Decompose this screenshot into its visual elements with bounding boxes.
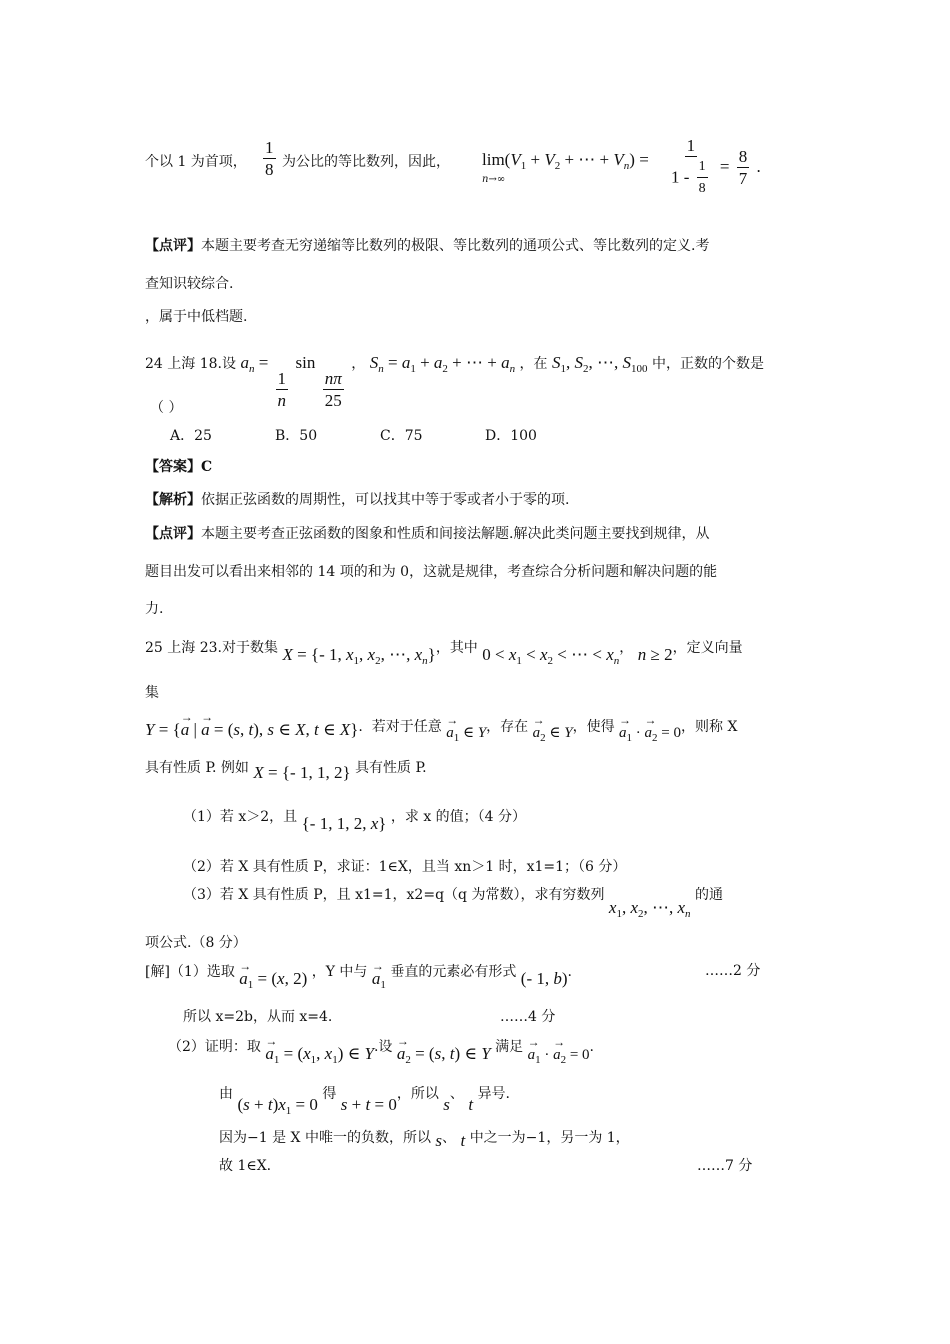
q25-part1: （1）若 x＞2，且 {- 1, 1, 2, x} ，求 x 的值；（4 分） (183, 809, 527, 833)
q25-part3: （3）若 X 具有性质 P，且 x1=1，x2=q（q 为常数），求有穷数列 $x_1$, $x_2$, ⋯, $x_n$ 的通 (183, 887, 723, 920)
choice-c: C．75 (380, 428, 423, 444)
q25-stem-line3: Y = {→ a | → a = (s, t), s ∈ X, t ∈ X}. 若对于任意 → $a_1$ ∈ Y，存在 → $a_2$ ∈ Y，使得 → $a_1$ · → $a_2 = 0$，则称 X (145, 716, 737, 737)
q24-stem: 24 上海 18.设 $a_n$ = $\frac{1}{n}$ sin $\frac{n\pi}{25}$ ， $S_n = a_1 + a_2$ + ⋯ + $a_n$ ，在 $S_1$, $S_2$, ⋯, $S_{100}$ 中，正数的个数是 (145, 353, 764, 410)
q25-stem-line4: 具有性质 P. 例如 X = {- 1, 1, 2} 具有性质 P. (145, 760, 427, 782)
q24-number: 24 上海 18. (145, 356, 222, 372)
q25-part3-tail: 项公式.（8 分） (145, 935, 247, 951)
q24-review-line2: 题目出发可以看出来相邻的 14 项的和为 0，这就是规律，考查综合分析问题和解决问题的能 (145, 564, 718, 580)
choice-b: B．50 (275, 428, 318, 444)
intro-text-1: 个以 1 为首项， (145, 154, 247, 170)
limit-subscript: n→∞ (482, 174, 506, 185)
review1-line2: 查知识较综合. (145, 276, 234, 292)
choice-a: A．25 (170, 428, 212, 444)
q25-ji: 集 (145, 685, 159, 701)
score-4: ……4 分 (500, 1009, 556, 1025)
limit-formula: $\lim(V_1 + V_2$ + ⋯ + $V_n$) = (482, 150, 649, 172)
q25-stem-line1: 25 上海 23.对于数集 X = {- 1, $x_1$, $x_2$, ⋯, $x_n$}，其中 $0 < x_1 < x_2$ < ⋯ < $x_n$， n ≥ 2，定义向量 (145, 640, 743, 667)
solution-step2-line4: 故 1∈X. (219, 1158, 272, 1174)
review1-line3: ，属于中低档题. (145, 309, 248, 325)
intro-text-2: 为公比的等比数列，因此， (282, 154, 450, 170)
q24-review-line3: 力. (145, 601, 164, 617)
score-7: ……7 分 (697, 1158, 753, 1174)
review1-line1: 【点评】本题主要考查无穷递缩等比数列的极限、等比数列的通项公式、等比数列的定义.考 (145, 238, 710, 254)
q24-review-line1: 【点评】本题主要考查正弦函数的图象和性质和间接法解题.解决此类问题主要找到规律，从 (145, 526, 710, 542)
solution-step2-line3: 因为−1 是 X 中唯一的负数，所以 s、 t 中之一为−1，另一为 1， (219, 1130, 630, 1150)
q24-answer: 【答案】C (145, 459, 213, 475)
q25-number: 25 上海 23. (145, 640, 222, 656)
solution-step1-line2: 所以 x=2b，从而 x=4. (183, 1009, 333, 1025)
choice-d: D．100 (485, 428, 537, 444)
solution-step2-line2: 由 $(s + t)x_1 = 0$ 得 s + t = 0，所以 s、 t 异号. (219, 1086, 511, 1117)
q25-part2: （2）若 X 具有性质 P，求证：1∈X，且当 xn＞1 时，x1=1；（6 分） (183, 859, 627, 875)
solution-step1: [解]（1）选取 → $a_1 = (x$, 2) ，Y 中与 → $a_1$ 垂直的元素必有形式 (- 1, b). (145, 961, 572, 982)
score-2: ……2 分 (705, 963, 761, 979)
solution-step2: （2）证明：取 → $a_1 = (x_1$, $x_1$) ∈ Y.设 → $a_2 = (s$, t) ∈ Y 满足 → $a_1$ · → $a_2 = 0$. (168, 1036, 594, 1057)
intro-line (145, 152, 247, 172)
limit-result: 1 1 - $\frac{1}{8}$ = $\frac{8}{7}$ . (671, 136, 761, 196)
q24-paren: （ ） (150, 400, 183, 416)
q24-choices (170, 426, 590, 446)
fraction-one-eighth: $\frac{1}{8}$ (265, 138, 274, 179)
q24-analysis: 【解析】依据正弦函数的周期性，可以找其中等于零或者小于零的项. (145, 492, 570, 508)
